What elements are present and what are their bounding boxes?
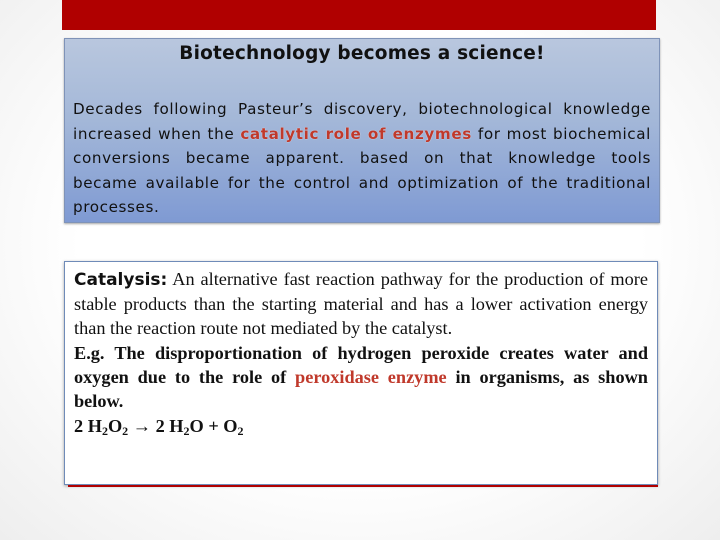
example-text-end: in organisms, as shown below. bbox=[74, 366, 648, 412]
intro-highlight: catalytic role of enzymes bbox=[240, 124, 472, 143]
example-text-start: E.g. The disproportionation of hydrogen peroxide creates water and oxygen due to the role of bbox=[74, 342, 648, 387]
eq-sub-2: 2 bbox=[122, 424, 129, 439]
eq-sub-4: 2 bbox=[237, 424, 244, 439]
eq-sub-1: 2 bbox=[101, 424, 108, 439]
eq-sub-3: 2 bbox=[183, 424, 190, 439]
catalysis-label: Catalysis: bbox=[74, 270, 168, 290]
catalysis-content bbox=[74, 267, 648, 438]
catalysis-box bbox=[64, 261, 658, 485]
eq-part-2: O bbox=[107, 416, 123, 437]
example-highlight: peroxidase enzyme bbox=[295, 366, 447, 387]
intro-box bbox=[64, 38, 660, 223]
example-paragraph bbox=[74, 341, 648, 414]
catalysis-definition: An alternative fast reaction pathway for the production of more stable products than the starting material and has a lower activation energy than the reaction route not mediated by the catalyst. bbox=[74, 269, 648, 339]
slide-title: Biotechnology becomes a science! bbox=[179, 43, 545, 64]
catalysis-definition-paragraph bbox=[74, 267, 648, 341]
intro-text-start: Decades following Pasteur’s discovery, biotechnological knowledge increased when the bbox=[73, 100, 651, 143]
intro-paragraph bbox=[73, 97, 651, 220]
top-accent-bar bbox=[62, 0, 656, 30]
eq-part-4: O + O bbox=[189, 416, 238, 437]
reaction-equation bbox=[74, 414, 648, 438]
intro-text-end: for most biochemical conversions became apparent. based on that knowledge tools became available for the control and optimization of the traditional processes. bbox=[73, 124, 651, 217]
bottom-accent-rule bbox=[68, 485, 658, 487]
eq-part-3: → 2 H bbox=[128, 416, 184, 437]
eq-part-1: 2 H bbox=[74, 416, 102, 437]
